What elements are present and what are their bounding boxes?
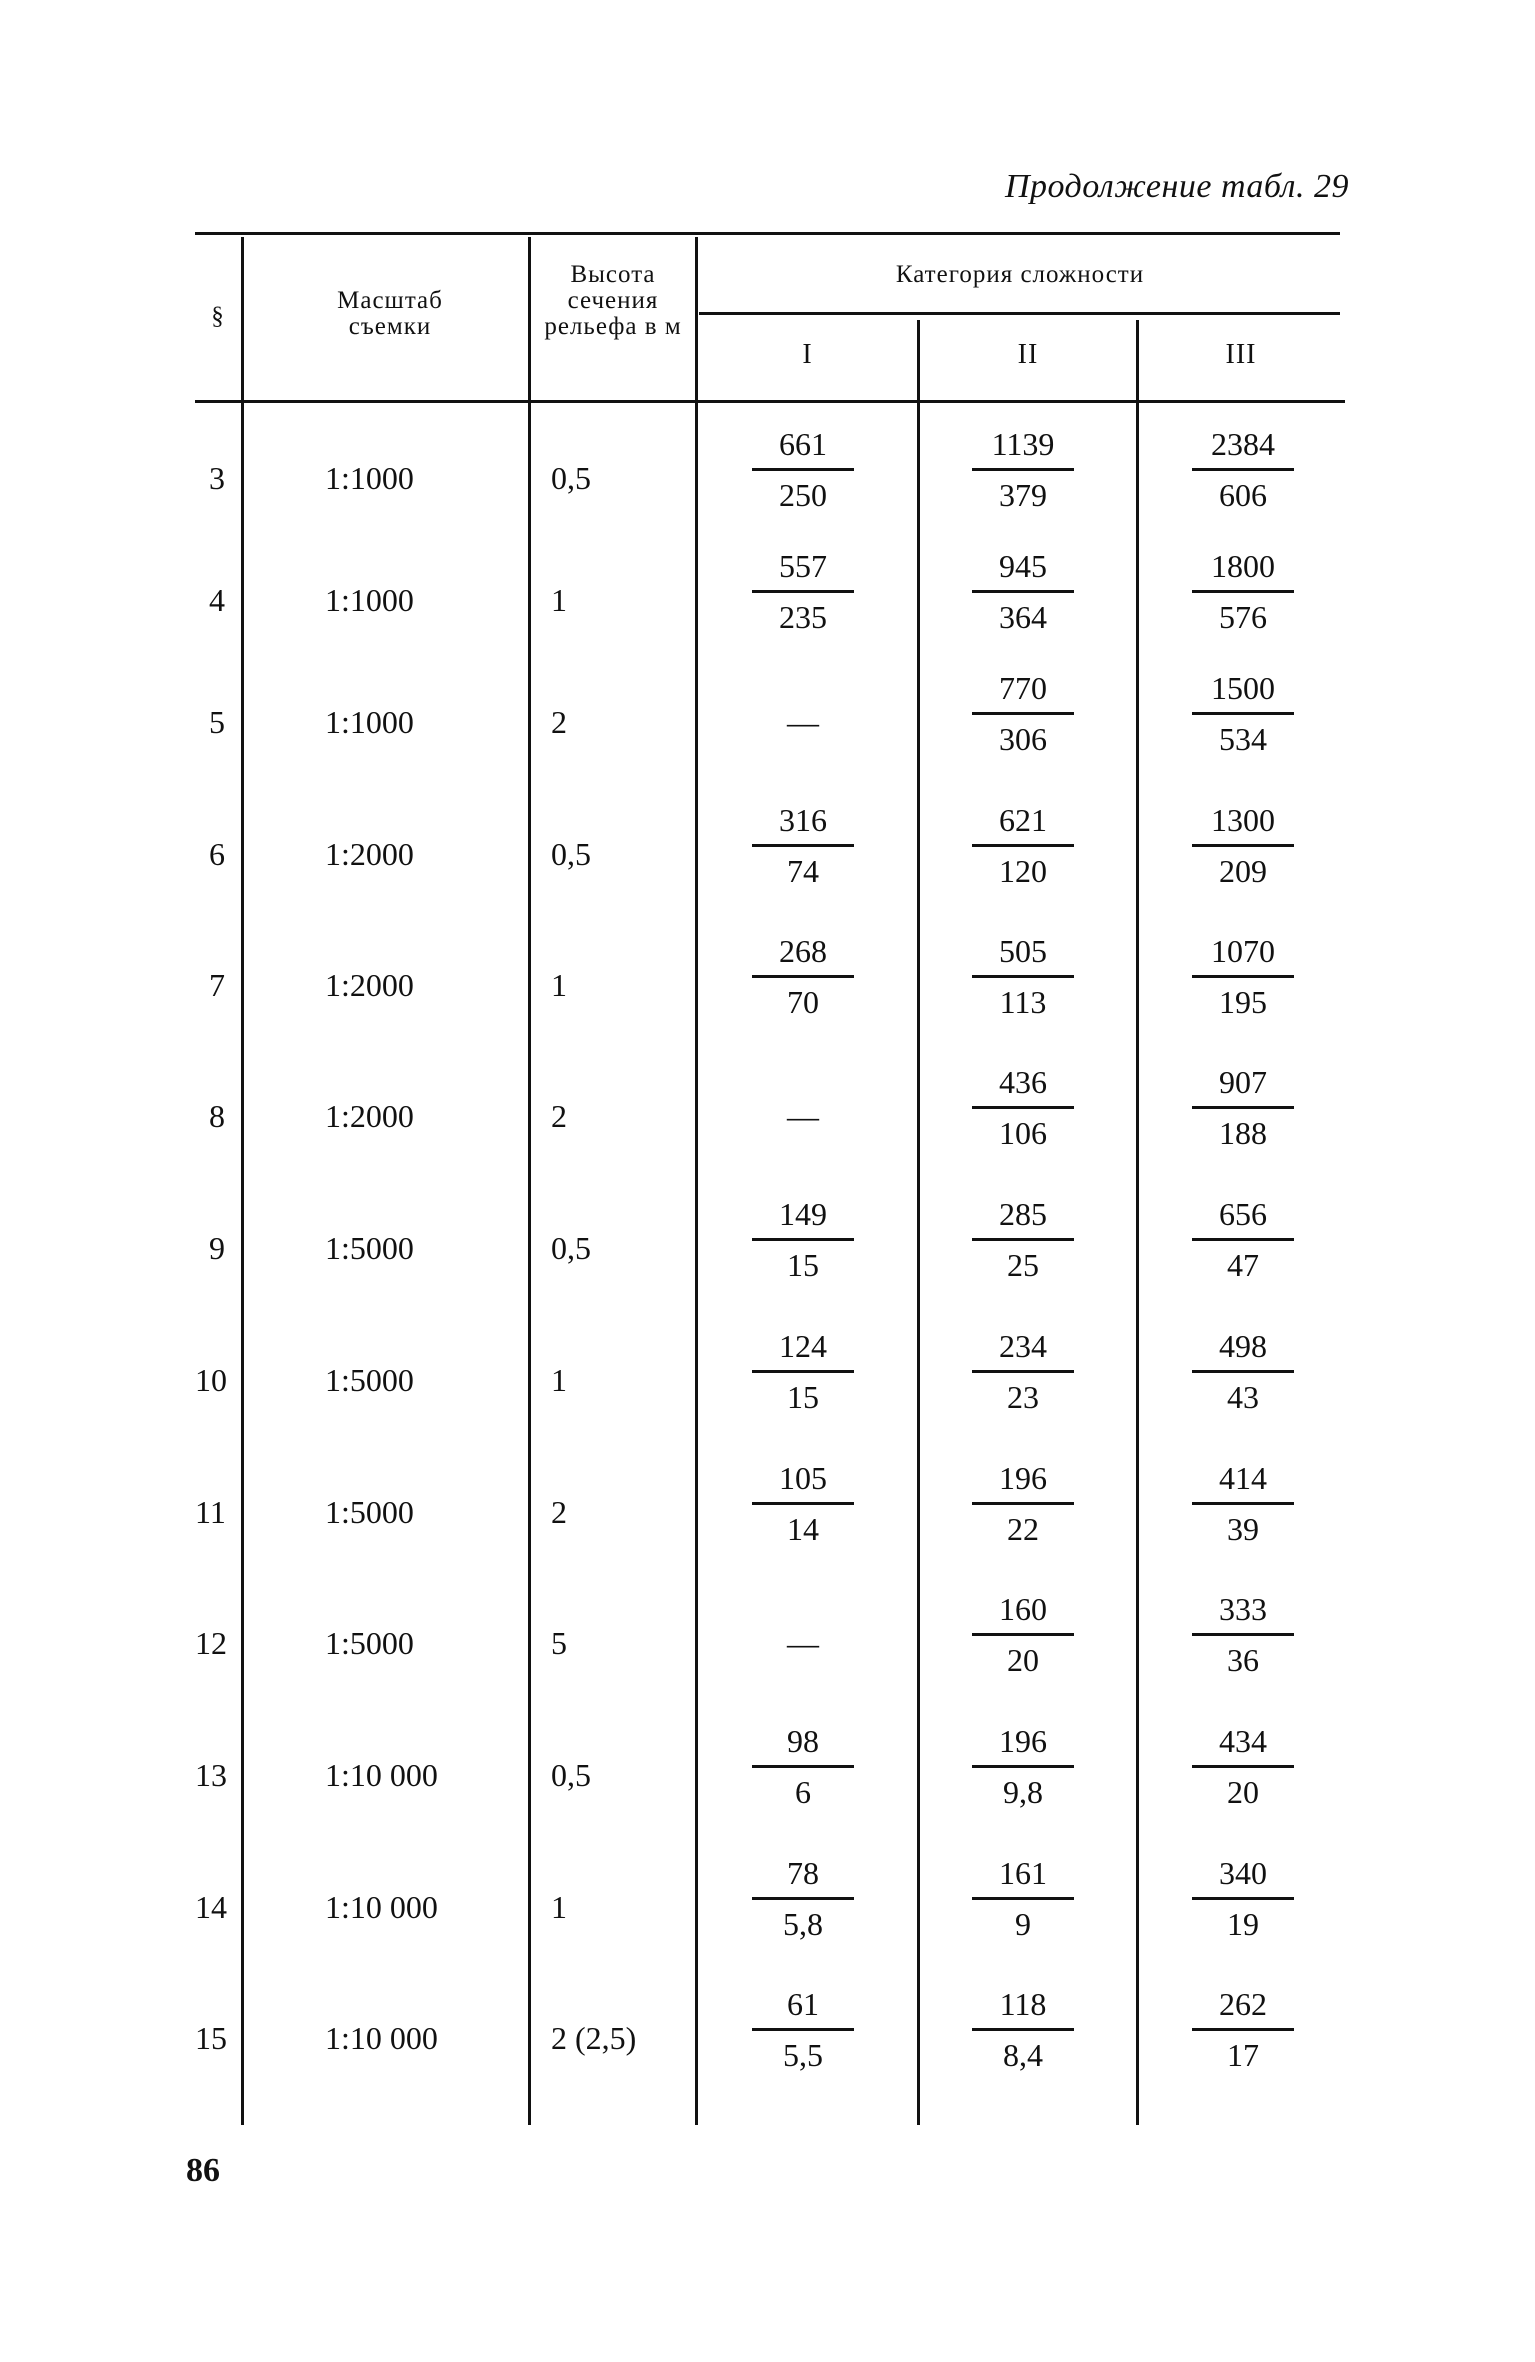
fraction-value bbox=[968, 1192, 1078, 1287]
col-rule-4 bbox=[917, 320, 920, 2125]
header-relief-height: Высота сечения рельефа в м bbox=[544, 261, 682, 340]
empty-value: — bbox=[787, 704, 819, 740]
fraction-value bbox=[748, 1851, 858, 1946]
fraction-bar bbox=[972, 1106, 1074, 1109]
fraction-bar bbox=[752, 1765, 854, 1768]
fraction-numerator: 436 bbox=[999, 1064, 1047, 1100]
relief-height: 1 bbox=[551, 582, 567, 618]
fraction-value bbox=[1188, 1060, 1298, 1155]
section-number: 6 bbox=[209, 836, 225, 872]
fraction-value bbox=[748, 422, 858, 517]
fraction-numerator: 661 bbox=[779, 426, 827, 462]
fraction-denominator: 209 bbox=[1219, 853, 1267, 889]
fraction-numerator: 262 bbox=[1219, 1986, 1267, 2022]
survey-scale: 1:1000 bbox=[325, 460, 414, 496]
header-category: Категория сложности bbox=[895, 261, 1145, 288]
fraction-denominator: 9,8 bbox=[1003, 1774, 1043, 1810]
fraction-bar bbox=[752, 1897, 854, 1900]
empty-value: — bbox=[787, 1625, 819, 1661]
section-number: 11 bbox=[195, 1494, 226, 1530]
fraction-value bbox=[1188, 1587, 1298, 1682]
fraction-numerator: 124 bbox=[779, 1328, 827, 1364]
section-number: 13 bbox=[195, 1757, 227, 1793]
fraction-numerator: 1500 bbox=[1211, 670, 1275, 706]
fraction-value bbox=[1188, 929, 1298, 1024]
fraction-bar bbox=[1192, 1370, 1294, 1373]
fraction-value bbox=[1188, 1192, 1298, 1287]
fraction-denominator: 20 bbox=[1007, 1642, 1039, 1678]
fraction-bar bbox=[972, 1897, 1074, 1900]
fraction-value bbox=[1188, 1851, 1298, 1946]
fraction-numerator: 78 bbox=[787, 1855, 819, 1891]
fraction-value bbox=[968, 666, 1078, 761]
fraction-value bbox=[748, 544, 858, 639]
fraction-bar bbox=[972, 590, 1074, 593]
fraction-numerator: 196 bbox=[999, 1723, 1047, 1759]
fraction-value bbox=[1188, 798, 1298, 893]
page-number: 86 bbox=[186, 2152, 220, 2189]
fraction-bar bbox=[1192, 975, 1294, 978]
category-rule bbox=[699, 312, 1340, 315]
fraction-value bbox=[748, 1456, 858, 1551]
fraction-numerator: 434 bbox=[1219, 1723, 1267, 1759]
relief-height: 2 bbox=[551, 1098, 567, 1134]
fraction-bar bbox=[972, 1370, 1074, 1373]
fraction-numerator: 118 bbox=[999, 1986, 1047, 2022]
fraction-numerator: 1300 bbox=[1211, 802, 1275, 838]
fraction-numerator: 498 bbox=[1219, 1328, 1267, 1364]
fraction-numerator: 316 bbox=[779, 802, 827, 838]
section-number: 7 bbox=[209, 967, 225, 1003]
header-section: § bbox=[211, 303, 225, 330]
fraction-value bbox=[968, 1719, 1078, 1814]
col-rule-2 bbox=[528, 237, 531, 2125]
fraction-denominator: 235 bbox=[779, 599, 827, 635]
fraction-denominator: 9 bbox=[1015, 1906, 1031, 1942]
fraction-numerator: 1800 bbox=[1211, 548, 1275, 584]
fraction-bar bbox=[972, 1765, 1074, 1768]
fraction-bar bbox=[1192, 590, 1294, 593]
fraction-bar bbox=[1192, 1897, 1294, 1900]
fraction-denominator: 106 bbox=[999, 1115, 1047, 1151]
fraction-denominator: 20 bbox=[1227, 1774, 1259, 1810]
fraction-bar bbox=[972, 1502, 1074, 1505]
table-caption: Продолжение табл. 29 bbox=[1004, 168, 1349, 205]
survey-scale: 1:10 000 bbox=[325, 2020, 438, 2056]
fraction-denominator: 250 bbox=[779, 477, 827, 513]
relief-height: 2 (2,5) bbox=[551, 2020, 637, 2056]
relief-height: 0,5 bbox=[551, 460, 591, 496]
survey-scale: 1:5000 bbox=[325, 1230, 414, 1266]
fraction-numerator: 149 bbox=[779, 1196, 827, 1232]
fraction-numerator: 414 bbox=[1219, 1460, 1267, 1496]
relief-height: 5 bbox=[551, 1625, 567, 1661]
fraction-denominator: 43 bbox=[1227, 1379, 1259, 1415]
fraction-denominator: 5,5 bbox=[783, 2037, 823, 2073]
fraction-value bbox=[1188, 422, 1298, 517]
fraction-denominator: 39 bbox=[1227, 1511, 1259, 1547]
fraction-numerator: 557 bbox=[779, 548, 827, 584]
fraction-value bbox=[1188, 1982, 1298, 2077]
relief-height: 1 bbox=[551, 1889, 567, 1925]
fraction-bar bbox=[1192, 1502, 1294, 1505]
fraction-value bbox=[748, 929, 858, 1024]
fraction-denominator: 576 bbox=[1219, 599, 1267, 635]
fraction-numerator: 268 bbox=[779, 933, 827, 969]
fraction-value bbox=[968, 544, 1078, 639]
survey-scale: 1:1000 bbox=[325, 704, 414, 740]
fraction-numerator: 340 bbox=[1219, 1855, 1267, 1891]
header-category-1: I bbox=[802, 339, 813, 370]
fraction-numerator: 621 bbox=[999, 802, 1047, 838]
col-rule-3 bbox=[695, 237, 698, 2125]
fraction-bar bbox=[1192, 1106, 1294, 1109]
fraction-value bbox=[1188, 666, 1298, 761]
section-number: 10 bbox=[195, 1362, 227, 1398]
fraction-bar bbox=[972, 2028, 1074, 2031]
fraction-numerator: 656 bbox=[1219, 1196, 1267, 1232]
col-rule-1 bbox=[241, 237, 244, 2125]
fraction-value bbox=[968, 929, 1078, 1024]
table-top-rule bbox=[195, 232, 1340, 235]
fraction-denominator: 364 bbox=[999, 599, 1047, 635]
fraction-numerator: 98 bbox=[787, 1723, 819, 1759]
fraction-bar bbox=[752, 1238, 854, 1241]
fraction-denominator: 47 bbox=[1227, 1247, 1259, 1283]
fraction-numerator: 61 bbox=[787, 1986, 819, 2022]
survey-scale: 1:2000 bbox=[325, 1098, 414, 1134]
fraction-denominator: 74 bbox=[787, 853, 819, 889]
fraction-denominator: 306 bbox=[999, 721, 1047, 757]
survey-scale: 1:5000 bbox=[325, 1494, 414, 1530]
fraction-denominator: 8,4 bbox=[1003, 2037, 1043, 2073]
fraction-numerator: 161 bbox=[999, 1855, 1047, 1891]
fraction-bar bbox=[1192, 712, 1294, 715]
fraction-denominator: 5,8 bbox=[783, 1906, 823, 1942]
fraction-value bbox=[1188, 544, 1298, 639]
relief-height: 0,5 bbox=[551, 836, 591, 872]
fraction-value bbox=[968, 1587, 1078, 1682]
fraction-denominator: 17 bbox=[1227, 2037, 1259, 2073]
fraction-bar bbox=[972, 844, 1074, 847]
survey-scale: 1:10 000 bbox=[325, 1757, 438, 1793]
fraction-value bbox=[968, 1324, 1078, 1419]
fraction-bar bbox=[1192, 844, 1294, 847]
fraction-numerator: 945 bbox=[999, 548, 1047, 584]
header-scale: Масштаб съемки bbox=[337, 287, 443, 340]
section-number: 3 bbox=[209, 460, 225, 496]
fraction-value bbox=[968, 1456, 1078, 1551]
fraction-numerator: 1070 bbox=[1211, 933, 1275, 969]
fraction-denominator: 36 bbox=[1227, 1642, 1259, 1678]
fraction-denominator: 22 bbox=[1007, 1511, 1039, 1547]
fraction-bar bbox=[972, 1633, 1074, 1636]
fraction-numerator: 196 bbox=[999, 1460, 1047, 1496]
fraction-value bbox=[748, 1192, 858, 1287]
relief-height: 1 bbox=[551, 1362, 567, 1398]
survey-scale: 1:5000 bbox=[325, 1362, 414, 1398]
fraction-value bbox=[968, 798, 1078, 893]
fraction-numerator: 285 bbox=[999, 1196, 1047, 1232]
header-category-2: II bbox=[1017, 339, 1039, 370]
fraction-denominator: 379 bbox=[999, 477, 1047, 513]
fraction-bar bbox=[752, 590, 854, 593]
fraction-bar bbox=[1192, 1765, 1294, 1768]
fraction-numerator: 234 bbox=[999, 1328, 1047, 1364]
fraction-bar bbox=[752, 468, 854, 471]
fraction-numerator: 2384 bbox=[1211, 426, 1275, 462]
fraction-value bbox=[968, 1060, 1078, 1155]
fraction-bar bbox=[1192, 468, 1294, 471]
section-number: 15 bbox=[195, 2020, 227, 2056]
fraction-denominator: 70 bbox=[787, 984, 819, 1020]
fraction-numerator: 907 bbox=[1219, 1064, 1267, 1100]
fraction-bar bbox=[1192, 1238, 1294, 1241]
fraction-bar bbox=[972, 1238, 1074, 1241]
fraction-denominator: 188 bbox=[1219, 1115, 1267, 1151]
section-number: 8 bbox=[209, 1098, 225, 1134]
fraction-value bbox=[968, 1851, 1078, 1946]
relief-height: 2 bbox=[551, 704, 567, 740]
fraction-denominator: 113 bbox=[999, 984, 1047, 1020]
fraction-value bbox=[748, 1719, 858, 1814]
survey-scale: 1:10 000 bbox=[325, 1889, 438, 1925]
fraction-bar bbox=[752, 1502, 854, 1505]
fraction-denominator: 606 bbox=[1219, 477, 1267, 513]
header-category-3: III bbox=[1225, 339, 1257, 370]
fraction-value bbox=[748, 1982, 858, 2077]
survey-scale: 1:1000 bbox=[325, 582, 414, 618]
fraction-bar bbox=[1192, 2028, 1294, 2031]
fraction-bar bbox=[972, 468, 1074, 471]
relief-height: 0,5 bbox=[551, 1757, 591, 1793]
data-table bbox=[195, 232, 1345, 2127]
survey-scale: 1:5000 bbox=[325, 1625, 414, 1661]
fraction-value bbox=[968, 422, 1078, 517]
fraction-value bbox=[748, 1324, 858, 1419]
fraction-denominator: 120 bbox=[999, 853, 1047, 889]
section-number: 4 bbox=[209, 582, 225, 618]
fraction-denominator: 25 bbox=[1007, 1247, 1039, 1283]
fraction-denominator: 195 bbox=[1219, 984, 1267, 1020]
fraction-bar bbox=[752, 975, 854, 978]
header-bottom-rule bbox=[195, 400, 1345, 403]
relief-height: 0,5 bbox=[551, 1230, 591, 1266]
section-number: 5 bbox=[209, 704, 225, 740]
fraction-bar bbox=[752, 844, 854, 847]
col-rule-5 bbox=[1136, 320, 1139, 2125]
fraction-denominator: 14 bbox=[787, 1511, 819, 1547]
fraction-value bbox=[1188, 1456, 1298, 1551]
fraction-numerator: 505 bbox=[999, 933, 1047, 969]
fraction-numerator: 333 bbox=[1219, 1591, 1267, 1627]
fraction-bar bbox=[972, 712, 1074, 715]
survey-scale: 1:2000 bbox=[325, 967, 414, 1003]
fraction-bar bbox=[752, 2028, 854, 2031]
fraction-bar bbox=[1192, 1633, 1294, 1636]
section-number: 12 bbox=[195, 1625, 227, 1661]
survey-scale: 1:2000 bbox=[325, 836, 414, 872]
fraction-numerator: 105 bbox=[779, 1460, 827, 1496]
section-number: 9 bbox=[209, 1230, 225, 1266]
fraction-denominator: 6 bbox=[795, 1774, 811, 1810]
fraction-value bbox=[1188, 1719, 1298, 1814]
fraction-denominator: 23 bbox=[1007, 1379, 1039, 1415]
fraction-denominator: 19 bbox=[1227, 1906, 1259, 1942]
fraction-denominator: 15 bbox=[787, 1247, 819, 1283]
section-number: 14 bbox=[195, 1889, 227, 1925]
fraction-numerator: 770 bbox=[999, 670, 1047, 706]
empty-value: — bbox=[787, 1098, 819, 1134]
fraction-bar bbox=[752, 1370, 854, 1373]
fraction-numerator: 1139 bbox=[991, 426, 1055, 462]
fraction-bar bbox=[972, 975, 1074, 978]
fraction-denominator: 15 bbox=[787, 1379, 819, 1415]
fraction-value bbox=[1188, 1324, 1298, 1419]
relief-height: 1 bbox=[551, 967, 567, 1003]
fraction-numerator: 160 bbox=[999, 1591, 1047, 1627]
fraction-denominator: 534 bbox=[1219, 721, 1267, 757]
fraction-value bbox=[748, 798, 858, 893]
relief-height: 2 bbox=[551, 1494, 567, 1530]
fraction-value bbox=[968, 1982, 1078, 2077]
